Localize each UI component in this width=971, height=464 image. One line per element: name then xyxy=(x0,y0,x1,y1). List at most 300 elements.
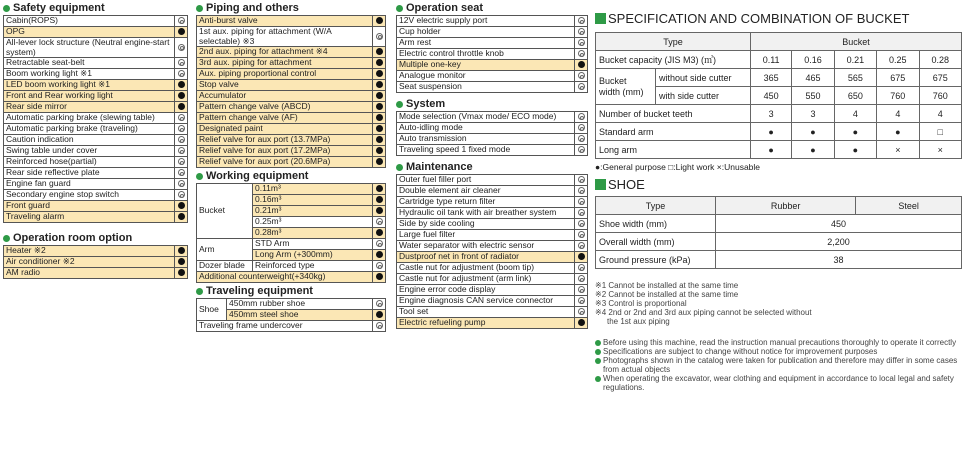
option-row xyxy=(397,112,588,123)
option-symbol xyxy=(575,27,588,38)
option-symbol xyxy=(175,69,188,80)
option-row xyxy=(197,80,386,91)
standard-option-icon xyxy=(376,59,383,66)
option-label: Hydraulic oil tank with air breather system xyxy=(397,208,575,219)
working-title: Working equipment xyxy=(196,170,388,183)
footnote: the 1st aux piping xyxy=(607,317,670,326)
spec-value: ● xyxy=(751,123,792,141)
option-symbol xyxy=(373,124,386,135)
option-symbol xyxy=(373,58,386,69)
available-option-icon xyxy=(578,176,585,183)
standard-option-icon xyxy=(376,70,383,77)
standard-option-icon xyxy=(178,28,185,35)
rubber-header: Rubber xyxy=(716,197,856,215)
option-row xyxy=(4,179,188,190)
option-label: Relief valve for aux port (17.2MPa) xyxy=(197,146,373,157)
option-symbol xyxy=(575,186,588,197)
shoe-width-value: 450 xyxy=(716,215,962,233)
option-row xyxy=(4,157,188,168)
available-option-icon xyxy=(578,17,585,24)
bucket-size: 0.28m³ xyxy=(253,228,373,239)
spec-value: 3 xyxy=(751,105,792,123)
spec-value: 0.16 xyxy=(792,51,834,69)
option-symbol xyxy=(575,71,588,82)
option-label: Front guard xyxy=(4,201,175,212)
shoe-width-label: Shoe width (mm) xyxy=(596,215,716,233)
available-option-icon xyxy=(578,198,585,205)
option-row xyxy=(4,80,188,91)
spec-value: 465 xyxy=(792,69,834,87)
standard-option-icon xyxy=(178,202,185,209)
option-label: Arm rest xyxy=(397,38,575,49)
available-option-icon xyxy=(578,113,585,120)
operation-column xyxy=(396,2,590,329)
steel-header: Steel xyxy=(856,197,962,215)
option-label: Dustproof net in front of radiator xyxy=(397,252,575,263)
option-symbol xyxy=(373,310,386,321)
option-label: 1st aux. piping for attachment (W/A selectable) ※3 xyxy=(197,27,373,47)
piping-column xyxy=(196,2,388,332)
operation-room-table xyxy=(3,245,188,279)
option-row xyxy=(397,230,588,241)
spec-value: 450 xyxy=(751,87,792,105)
spec-value: 0.25 xyxy=(877,51,919,69)
disclaimers xyxy=(595,338,967,392)
option-label: Boom working light ※1 xyxy=(4,69,175,80)
spec-column xyxy=(595,10,967,392)
spec-value: × xyxy=(919,141,961,159)
disclaimer-item xyxy=(595,374,967,392)
standard-option-icon xyxy=(376,185,383,192)
spec-value: 3 xyxy=(792,105,834,123)
option-label: Large fuel filter xyxy=(397,230,575,241)
frame-row xyxy=(197,321,386,332)
option-symbol xyxy=(373,272,386,283)
option-label: 3rd aux. piping for attachment xyxy=(197,58,373,69)
standard-option-icon xyxy=(178,247,185,254)
available-option-icon xyxy=(578,297,585,304)
option-label: Air conditioner ※2 xyxy=(4,257,175,268)
available-option-icon xyxy=(376,262,383,269)
spec-value: 0.11 xyxy=(751,51,792,69)
option-symbol xyxy=(373,135,386,146)
option-label: Automatic parking brake (traveling) xyxy=(4,124,175,135)
standard-option-icon xyxy=(178,81,185,88)
available-option-icon xyxy=(178,191,185,198)
spec-value: 760 xyxy=(919,87,961,105)
available-option-icon xyxy=(178,180,185,187)
standard-option-icon xyxy=(376,114,383,121)
shoe-spec-table xyxy=(595,196,962,269)
maintenance-table xyxy=(396,174,588,329)
shoe-spec-title: SHOE xyxy=(595,176,967,192)
spec-value: 4 xyxy=(919,105,961,123)
option-label: AM radio xyxy=(4,268,175,279)
disclaimer-text: Before using this machine, read the instruction manual precautions thoroughly to operate it correctly xyxy=(603,338,957,347)
spec-value: ● xyxy=(877,123,919,141)
maintenance-title: Maintenance xyxy=(396,161,590,174)
option-row xyxy=(397,296,588,307)
available-option-icon xyxy=(578,264,585,271)
option-symbol xyxy=(575,123,588,134)
option-row xyxy=(397,307,588,318)
available-option-icon xyxy=(578,146,585,153)
option-row xyxy=(397,16,588,27)
spec-value: 760 xyxy=(877,87,919,105)
standard-option-icon xyxy=(178,258,185,265)
standard-option-icon xyxy=(376,251,383,258)
option-symbol xyxy=(373,80,386,91)
option-label: Stop valve xyxy=(197,80,373,91)
available-option-icon xyxy=(376,300,383,307)
available-option-icon xyxy=(578,124,585,131)
standard-option-icon xyxy=(376,229,383,236)
standard-option-icon xyxy=(578,61,585,68)
option-row xyxy=(397,27,588,38)
spec-value: 675 xyxy=(877,69,919,87)
bucket-size: 0.16m³ xyxy=(253,195,373,206)
bullet-icon xyxy=(196,5,203,12)
option-symbol xyxy=(575,112,588,123)
standard-option-icon xyxy=(578,253,585,260)
standard-option-icon xyxy=(376,17,383,24)
option-symbol xyxy=(175,246,188,257)
spec-value: ● xyxy=(792,141,834,159)
option-label: Auto transmission xyxy=(397,134,575,145)
bucket-size: 0.25m³ xyxy=(253,217,373,228)
available-option-icon xyxy=(578,209,585,216)
shoe-group-label: Shoe xyxy=(197,299,227,321)
disclaimer-text: Photographs shown in the catalog were taken for publication and therefore may differ in some cases from actual objects xyxy=(603,356,958,374)
option-symbol xyxy=(373,16,386,27)
shoe-type: 450mm rubber shoe xyxy=(227,299,373,310)
disclaimer-item xyxy=(595,347,967,356)
option-label: Seat suspension xyxy=(397,82,575,93)
option-symbol xyxy=(575,60,588,71)
spec-value: ● xyxy=(751,141,792,159)
standard-option-icon xyxy=(178,103,185,110)
footnote: ※3 Control is proportional xyxy=(595,299,687,308)
option-row xyxy=(4,146,188,157)
option-label: Front and Rear working light xyxy=(4,91,175,102)
option-symbol xyxy=(175,124,188,135)
option-label: Castle nut for adjustment (boom tip) xyxy=(397,263,575,274)
option-symbol xyxy=(373,228,386,239)
option-label: Designated paint xyxy=(197,124,373,135)
option-label: Outer fuel filler port xyxy=(397,175,575,186)
option-label: Tool set xyxy=(397,307,575,318)
option-row xyxy=(4,168,188,179)
option-symbol xyxy=(575,318,588,329)
spec-value: 0.28 xyxy=(919,51,961,69)
option-label: Caution indication xyxy=(4,135,175,146)
option-label: Electric control throttle knob xyxy=(397,49,575,60)
option-label: Retractable seat-belt xyxy=(4,58,175,69)
available-option-icon xyxy=(578,275,585,282)
option-row xyxy=(197,124,386,135)
option-symbol xyxy=(373,195,386,206)
option-symbol xyxy=(373,27,386,47)
available-option-icon xyxy=(578,135,585,142)
available-option-icon xyxy=(578,187,585,194)
option-row xyxy=(4,113,188,124)
section-marker-icon xyxy=(595,179,606,190)
standard-option-icon xyxy=(376,125,383,132)
option-label: 2nd aux. piping for attachment ※4 xyxy=(197,47,373,58)
standard-option-icon xyxy=(178,213,185,220)
option-symbol xyxy=(575,285,588,296)
option-symbol xyxy=(575,38,588,49)
option-label: Pattern change valve (ABCD) xyxy=(197,102,373,113)
standard-option-icon xyxy=(376,136,383,143)
option-label: Electric refueling pump xyxy=(397,318,575,329)
bullet-icon xyxy=(3,5,10,12)
standard-option-icon xyxy=(178,269,185,276)
operation-room-title: Operation room option xyxy=(3,232,190,245)
option-label: Side by side cooling xyxy=(397,219,575,230)
option-symbol xyxy=(175,212,188,223)
option-label: Cartridge type return filter xyxy=(397,197,575,208)
option-symbol xyxy=(175,179,188,190)
operation-seat-table xyxy=(396,15,588,93)
option-symbol xyxy=(575,134,588,145)
dozer-value: Reinforced type xyxy=(253,261,373,272)
width-label: Bucket width (mm) xyxy=(596,69,656,105)
option-row xyxy=(397,123,588,134)
option-label: Mode selection (Vmax mode/ ECO mode) xyxy=(397,112,575,123)
working-table xyxy=(196,183,386,283)
disclaimer-text: When operating the excavator, wear clothing and equipment in accordance to local legal and safety regulations. xyxy=(603,374,954,392)
option-row xyxy=(397,38,588,49)
option-label: Cabin(ROPS) xyxy=(4,16,175,27)
spec-value: × xyxy=(877,141,919,159)
option-symbol xyxy=(575,230,588,241)
option-row xyxy=(197,157,386,168)
option-label: Rear side reflective plate xyxy=(4,168,175,179)
option-symbol xyxy=(175,257,188,268)
option-row xyxy=(397,274,588,285)
type-header: Type xyxy=(596,33,751,51)
option-symbol xyxy=(373,239,386,250)
option-label: Accumulator xyxy=(197,91,373,102)
option-symbol xyxy=(373,69,386,80)
traveling-title: Traveling equipment xyxy=(196,285,388,298)
option-label: Water separator with electric sensor xyxy=(397,241,575,252)
standard-option-icon xyxy=(376,103,383,110)
option-row xyxy=(4,212,188,223)
option-symbol xyxy=(575,274,588,285)
bullet-icon xyxy=(595,340,601,346)
available-option-icon xyxy=(178,44,185,51)
option-symbol xyxy=(175,27,188,38)
option-row xyxy=(397,82,588,93)
shoe-type: 450mm steel shoe xyxy=(227,310,373,321)
option-symbol xyxy=(575,307,588,318)
option-symbol xyxy=(575,219,588,230)
option-symbol xyxy=(373,217,386,228)
option-symbol xyxy=(175,268,188,279)
dozer-row xyxy=(197,261,386,272)
with-cutter-label: with side cutter xyxy=(656,87,751,105)
available-option-icon xyxy=(578,286,585,293)
option-symbol xyxy=(373,250,386,261)
option-symbol xyxy=(373,206,386,217)
option-row xyxy=(4,38,188,58)
option-symbol xyxy=(175,168,188,179)
option-label: Multiple one-key xyxy=(397,60,575,71)
option-symbol xyxy=(175,38,188,58)
footnote: ※2 Cannot be installed at the same time xyxy=(595,290,739,299)
standard-option-icon xyxy=(376,48,383,55)
available-option-icon xyxy=(578,308,585,315)
spec-value: 0.21 xyxy=(834,51,876,69)
option-symbol xyxy=(575,145,588,156)
safety-column xyxy=(3,2,190,279)
option-label: Reinforced hose(partial) xyxy=(4,157,175,168)
option-label: Rear side mirror xyxy=(4,102,175,113)
option-symbol xyxy=(575,197,588,208)
option-label: Engine fan guard xyxy=(4,179,175,190)
option-row xyxy=(197,58,386,69)
spec-value: 550 xyxy=(792,87,834,105)
spec-value: ● xyxy=(834,141,876,159)
option-label: Analogue monitor xyxy=(397,71,575,82)
option-row xyxy=(397,208,588,219)
option-row xyxy=(4,201,188,212)
disclaimer-text: Specifications are subject to change without notice for improvement purposes xyxy=(603,347,878,356)
available-option-icon xyxy=(178,147,185,154)
option-label: Relief valve for aux port (20.6MPa) xyxy=(197,157,373,168)
available-option-icon xyxy=(178,136,185,143)
option-label: LED boom working light ※1 xyxy=(4,80,175,91)
option-row xyxy=(4,135,188,146)
bullet-icon xyxy=(3,235,10,242)
available-option-icon xyxy=(178,158,185,165)
option-row xyxy=(397,197,588,208)
option-label: Anti-burst valve xyxy=(197,16,373,27)
option-row xyxy=(197,113,386,124)
teeth-label: Number of bucket teeth xyxy=(596,105,751,123)
option-symbol xyxy=(175,157,188,168)
option-row xyxy=(4,246,188,257)
option-symbol xyxy=(175,16,188,27)
bucket-group-label: Bucket xyxy=(197,184,253,239)
option-row xyxy=(397,252,588,263)
option-symbol xyxy=(175,58,188,69)
option-row xyxy=(397,71,588,82)
spec-value: 650 xyxy=(834,87,876,105)
disclaimer-item xyxy=(595,338,967,347)
arm-type: STD Arm xyxy=(253,239,373,250)
option-row xyxy=(397,219,588,230)
spec-value: 565 xyxy=(834,69,876,87)
option-symbol xyxy=(175,201,188,212)
arm-type: Long Arm (+300mm) xyxy=(253,250,373,261)
option-symbol xyxy=(373,321,386,332)
option-label: Cup holder xyxy=(397,27,575,38)
available-option-icon xyxy=(578,50,585,57)
option-symbol xyxy=(373,157,386,168)
available-option-icon xyxy=(376,240,383,247)
available-option-icon xyxy=(178,59,185,66)
arm-row xyxy=(197,239,386,250)
option-row xyxy=(397,49,588,60)
option-row xyxy=(397,263,588,274)
option-row xyxy=(197,102,386,113)
standard-option-icon xyxy=(376,196,383,203)
option-label: Engine diagnosis CAN service connector xyxy=(397,296,575,307)
operation-seat-title: Operation seat xyxy=(396,2,590,15)
section-marker-icon xyxy=(595,13,606,24)
bucket-size: 0.11m³ xyxy=(253,184,373,195)
spec-value: 4 xyxy=(877,105,919,123)
piping-title: Piping and others xyxy=(196,2,388,15)
standard-option-icon xyxy=(178,92,185,99)
option-row xyxy=(397,285,588,296)
option-symbol xyxy=(575,16,588,27)
counterweight-row xyxy=(197,272,386,283)
option-row xyxy=(4,58,188,69)
option-row xyxy=(397,134,588,145)
option-row xyxy=(4,69,188,80)
long-arm-label: Long arm xyxy=(596,141,751,159)
option-row xyxy=(397,60,588,71)
option-label: 12V electric supply port xyxy=(397,16,575,27)
option-label: Auto-idling mode xyxy=(397,123,575,134)
available-option-icon xyxy=(376,33,383,40)
bullet-icon xyxy=(595,376,601,382)
ground-pressure-value: 38 xyxy=(716,251,962,269)
option-label: Aux. piping proportional control xyxy=(197,69,373,80)
bullet-icon xyxy=(595,349,601,355)
option-row xyxy=(197,91,386,102)
option-row xyxy=(4,102,188,113)
standard-option-icon xyxy=(376,273,383,280)
disclaimer-item xyxy=(595,356,967,374)
dozer-label: Dozer blade xyxy=(197,261,253,272)
system-title: System xyxy=(396,98,590,111)
standard-option-icon xyxy=(376,158,383,165)
option-label: All-lever lock structure (Neutral engine-start system) xyxy=(4,38,175,58)
bullet-icon xyxy=(196,173,203,180)
option-symbol xyxy=(175,102,188,113)
option-symbol xyxy=(373,299,386,310)
safety-table xyxy=(3,15,188,223)
option-row xyxy=(4,27,188,38)
shoe-type-header: Type xyxy=(596,197,716,215)
option-symbol xyxy=(575,263,588,274)
option-symbol xyxy=(373,91,386,102)
standard-option-icon xyxy=(376,207,383,214)
bullet-icon xyxy=(196,288,203,295)
option-symbol xyxy=(575,49,588,60)
bullet-icon xyxy=(396,101,403,108)
available-option-icon xyxy=(178,70,185,77)
bullet-icon xyxy=(595,358,601,364)
standard-option-icon xyxy=(376,311,383,318)
counterweight-label: Additional counterweight(+340kg) xyxy=(197,272,373,283)
standard-option-icon xyxy=(376,81,383,88)
piping-table xyxy=(196,15,386,168)
spec-value: ● xyxy=(834,123,876,141)
option-symbol xyxy=(175,190,188,201)
bucket-spec-table xyxy=(595,32,962,159)
available-option-icon xyxy=(578,72,585,79)
available-option-icon xyxy=(178,114,185,121)
spec-value: □ xyxy=(919,123,961,141)
option-label: Double element air cleaner xyxy=(397,186,575,197)
option-symbol xyxy=(373,113,386,124)
